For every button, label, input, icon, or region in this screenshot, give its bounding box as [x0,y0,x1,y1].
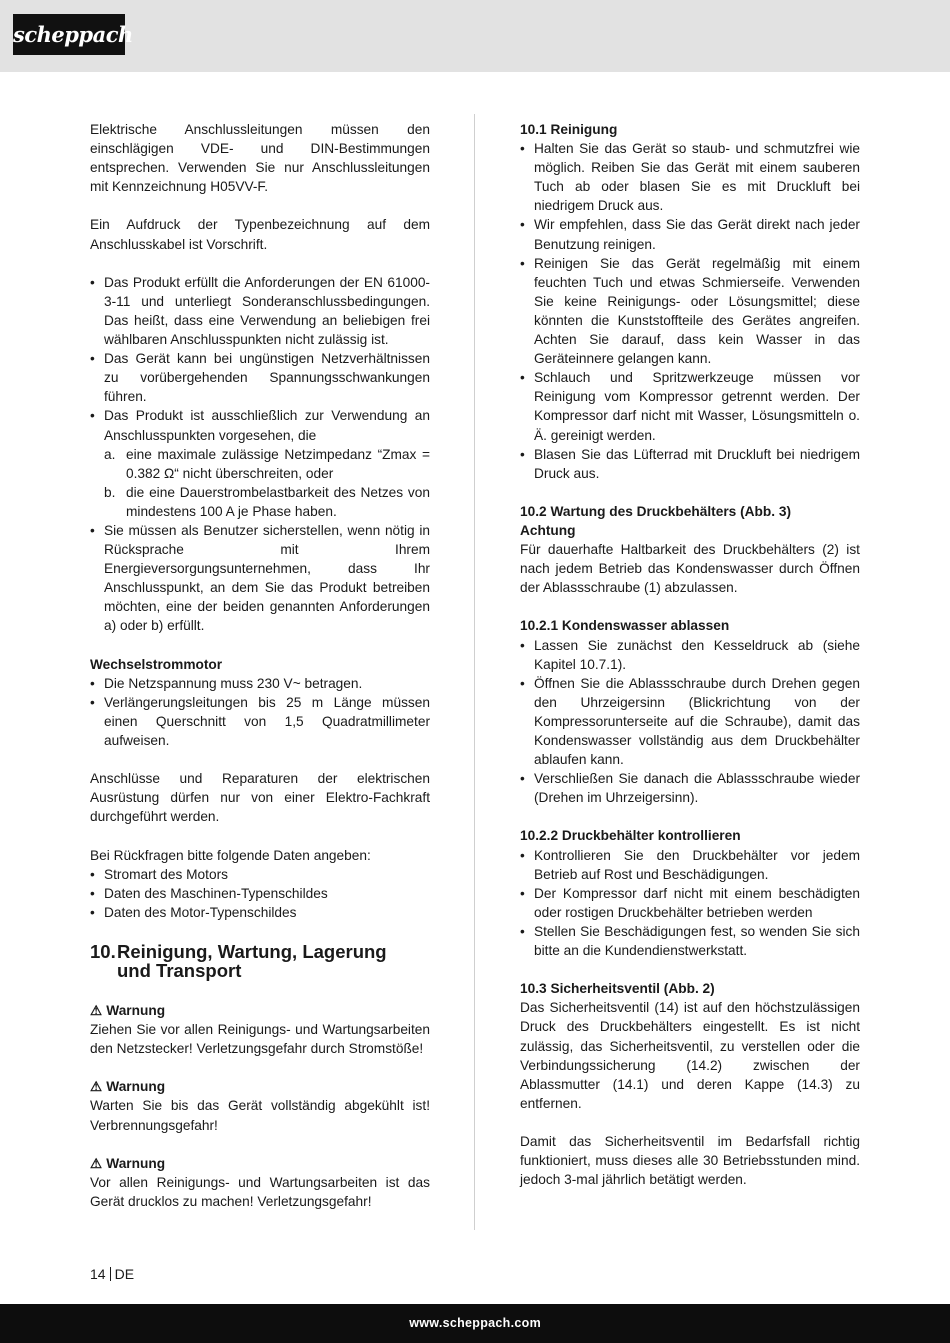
list-item: • Das Gerät kann bei ungünstigen Netzverhältnissen zu vorübergehenden Spannungsschwankungen führen. [90,351,430,405]
list-item: • Öffnen Sie die Ablassschraube durch Drehen gegen den Uhrzeigersinn (Blickrichtung von der Kompressorunterseite auf die Schraube), damit das Kondenswasser vollständig aus dem Druckbehälter ablaufen kann. [520,675,860,768]
bullet-list [520,846,860,961]
website-link[interactable]: www.scheppach.com [409,1316,541,1330]
list-item: • Der Kompressor darf nicht mit einem beschädigten oder rostigen Druckbehälter betrieben werden [520,885,860,920]
warning-heading: ⚠ Warnung [90,1077,430,1096]
paragraph: Das Sicherheitsventil (14) ist auf den höchstzulässigen Druck des Druckbehälters eingestellt. Es ist nicht zulässig, das Sicherheitsventil, zu verstellen oder die Verbindungssicherung (14.2) zwischen der Ablassmutter (14.1) und deren Kappe (14.3) zu entfernen. [520,1000,860,1111]
list-item: • Kontrollieren Sie den Druckbehälter vor jedem Betrieb auf Rost und Beschädigungen. [520,847,860,882]
list-item: • Wir empfehlen, dass Sie das Gerät direkt nach jeder Benutzung reinigen. [520,217,860,252]
bullet-list [90,674,430,750]
subheading: 10.1 Reinigung [520,122,618,137]
subheading: 10.3 Sicherheitsventil (Abb. 2) [520,981,715,997]
subheading: Achtung [520,522,576,538]
warning-text: Ziehen Sie vor allen Reinigungs- und Wartungsarbeiten den Netzstecker! Verletzungsgefahr durch Stromstöße! [90,1022,430,1057]
warning-text: Vor allen Reinigungs- und Wartungsarbeiten ist das Gerät drucklos zu machen! Verletzungsgefahr! [90,1174,430,1209]
page-header [0,0,950,72]
sub-list-item: b. die eine Dauerstrombelastbarkeit des Netzes von mindestens 100 A je Phase haben. [104,484,430,519]
list-item: • Blasen Sie das Lüfterrad mit Druckluft bei niedrigem Druck aus. [520,446,860,481]
list-item: • Lassen Sie zunächst den Kesseldruck ab (siehe Kapitel 10.7.1). [520,637,860,672]
paragraph: Für dauerhafte Haltbarkeit des Druckbehälters (2) ist nach jedem Betrieb das Kondenswasser durch Öffnen der Ablassschraube (1) abzulassen. [520,542,860,596]
warning-triangle-icon: ⚠ [90,1002,103,1018]
section-title-line: Reinigung, Wartung, Lagerung [117,940,387,962]
section-number: 10. [90,940,116,962]
warning-text: Warten Sie bis das Gerät vollständig abgekühlt ist! Verbrennungsgefahr! [90,1098,430,1133]
warning-triangle-icon: ⚠ [90,1079,103,1095]
left-column [90,120,430,1211]
list-item: • Stromart des Motors [90,866,228,882]
list-item: • Stellen Sie Beschädigungen fest, so wenden Sie sich bitte an die Kundendienstwerkstatt. [520,923,860,959]
list-item: • Das Produkt erfüllt die Anforderungen der EN 61000-3-11 und unterliegt Sonderanschlussbedingungen. Das heißt, dass eine Verwendung an beliebigen frei wählbaren Anschlusspunkten nicht zulässig ist. [90,274,430,348]
warning-heading: ⚠ Warnung [90,1154,430,1173]
subheading: 10.2.2 Druckbehälter kontrollieren [520,828,741,844]
list-item: • Verlängerungsleitungen bis 25 m Länge müssen einen Querschnitt von 1,5 Quadratmillimeter aufweisen. [90,694,430,748]
list-item: • Daten des Motor-Typenschildes [90,904,297,920]
list-item: • Reinigen Sie das Gerät regelmäßig mit einem feuchten Tuch und etwas Schmierseife. Verwenden Sie keine Reinigungs- oder Lösungsmittel; diese könnten die Kunststoffteile des Gerätes angreifen. Achten Sie darauf, dass kein Wasser in das Geräteinnere gelangen kann. [520,255,860,367]
warning-triangle-icon: ⚠ [90,1155,103,1171]
subheading: 10.2.1 Kondenswasser ablassen [520,618,730,634]
sub-list [104,445,430,521]
subheading: Wechselstrommotor [90,656,223,672]
page-footer [0,1304,950,1343]
list-item: • Schlauch und Spritzwerkzeuge müssen vor Reinigung vom Kompressor getrennt werden. Der Kompressor darf nicht mit Wasser, Lösungsmitteln o. Ä. gereinigt werden. [520,370,860,443]
subheading: 10.2 Wartung des Druckbehälters (Abb. 3) [520,503,792,519]
column-divider [474,114,475,1230]
sub-list-item: a. eine maximale zulässige Netzimpedanz “Zmax = 0.382 Ω“ nicht überschreiten, oder [104,446,430,481]
list-item: • Halten Sie das Gerät so staub- und schmutzfrei wie möglich. Reiben Sie das Gerät mit einem sauberen Tuch ab oder blasen Sie es mit Druckluft bei niedrigem Druck aus. [520,141,860,214]
section-title [90,942,430,981]
section-title-line: und Transport [117,960,242,982]
list-item: • Sie müssen als Benutzer sicherstellen, wenn nötig in Rücksprache mit Ihrem Energieversorgungsunternehmen, dass Ihr Anschlusspunkt, an dem Sie das Produkt betreiben möchten, eine der beiden genannten Anforderungen a) oder b) erfüllt. [90,522,430,634]
bullet-list [520,139,860,483]
paragraph: Damit das Sicherheitsventil im Bedarfsfall richtig funktioniert, muss dieses alle 30 Betriebsstunden mind. jedoch 3-mal jährlich betätigt werden. [520,1133,860,1188]
scheppach-logo: scheppach [13,14,125,55]
bullet-list [90,865,430,922]
list-item: • Verschließen Sie danach die Ablassschraube wieder (Drehen im Uhrzeigersinn). [520,771,860,806]
paragraph: Anschlüsse und Reparaturen der elektrischen Ausrüstung dürfen nur von einer Elektro-Fachkraft durchgeführt werden. [90,771,430,825]
bullet-list [520,636,860,808]
page-separator [110,1267,111,1281]
language-code: DE [114,1266,135,1282]
bullet-list [90,273,430,636]
warning-heading: ⚠ Warnung [90,1001,430,1020]
list-item: • Die Netzspannung muss 230 V~ betragen. [90,675,363,691]
paragraph: Bei Rückfragen bitte folgende Daten angeben: [90,847,371,863]
paragraph: Ein Aufdruck der Typenbezeichnung auf dem Anschlusskabel ist Vorschrift. [90,217,430,252]
paragraph: Elektrische Anschlussleitungen müssen den einschlägigen VDE- und DIN-Bestimmungen entsprechen. Verwenden Sie nur Anschlussleitungen mit Kennzeichnung H05VV-F. [90,122,430,195]
page-number: 14 DE [90,1266,135,1282]
list-item: • Das Produkt ist ausschließlich zur Verwendung an Anschlusspunkten vorgesehen, die a. eine maximale zulässige Netzimpedanz “Zmax = 0.382 Ω“ nicht überschreiten, oder b. die eine Dauerstrombelastbarkeit des Netzes von mindestens 100 A je Phase haben. [90,406,430,521]
right-column [520,120,860,1189]
list-item: • Daten des Maschinen-Typenschildes [90,885,328,901]
